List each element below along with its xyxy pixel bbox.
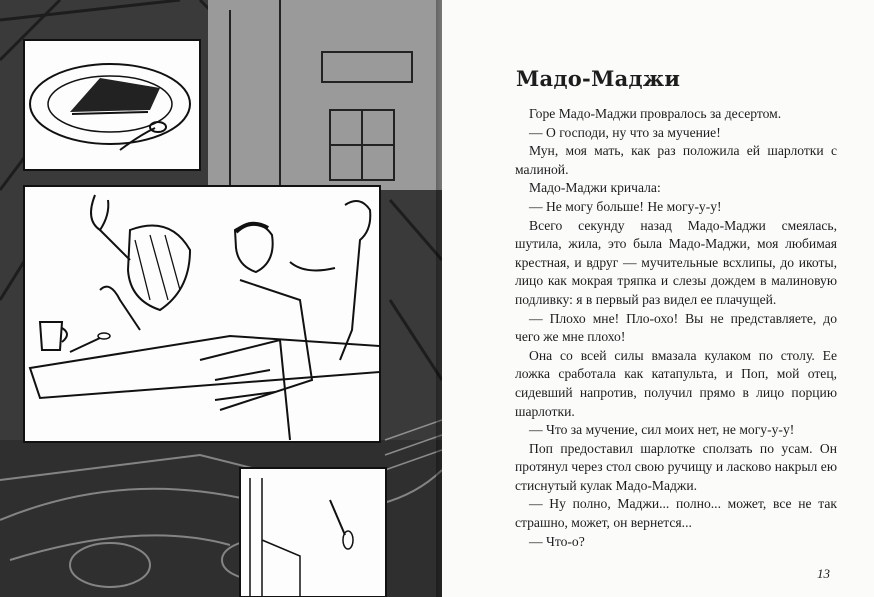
paragraph: Мун, моя мать, как раз положила ей шарлотки с малиной.: [515, 143, 837, 177]
paragraph: — Что за мучение, сил моих нет, не могу-у-у!: [529, 422, 795, 438]
panel-flying-spoon: [240, 468, 386, 597]
panel-cake-plate: [24, 40, 200, 170]
paragraph: — О господи, ну что за мучение!: [529, 124, 721, 140]
chapter-title: Мадо-Маджи: [516, 66, 681, 91]
paragraph: Всего секунду назад Мадо-Маджи смеялась, шутила, жила, это была Мадо-Маджи, моя любимая крестная, и вдруг — мучительные всхлипы, до икоты, лицо как мокрая тряпка и слезы дождем в малиновую подливку: я в первый раз видел ее плачущей.: [515, 217, 837, 307]
paragraph: — Что-о?: [529, 533, 585, 549]
paragraph: — Ну полно, Маджи... полно... может, все не так страшно, может, он вернется...: [515, 496, 837, 531]
paragraph: — Не могу больше! Не могу-у-у!: [529, 198, 722, 214]
paragraph: Горе Мадо-Маджи провралось за десертом.: [529, 106, 782, 121]
page-number: 13: [817, 566, 830, 581]
paragraph: Поп предоставил шарлотке сползать по усам. Он протянул через стол свою ручищу и ласково накрыл ею стиснутый кулак Мадо-Маджи.: [515, 440, 837, 493]
paragraph: Мадо-Маджи кричала:: [529, 180, 661, 196]
chapter-body: [515, 105, 837, 551]
text-page: [442, 0, 874, 597]
paragraph: Она со всей силы вмазала кулаком по столу. Ее ложка сработала как катапульта, и Поп, мой отец, сидевший напротив, получил прямо в лицо порцию шарлотки.: [515, 347, 837, 419]
panel-dinner-table: [24, 186, 380, 442]
paragraph: — Плохо мне! Пло-охо! Вы не представляете, до чего же мне плохо!: [515, 310, 837, 345]
